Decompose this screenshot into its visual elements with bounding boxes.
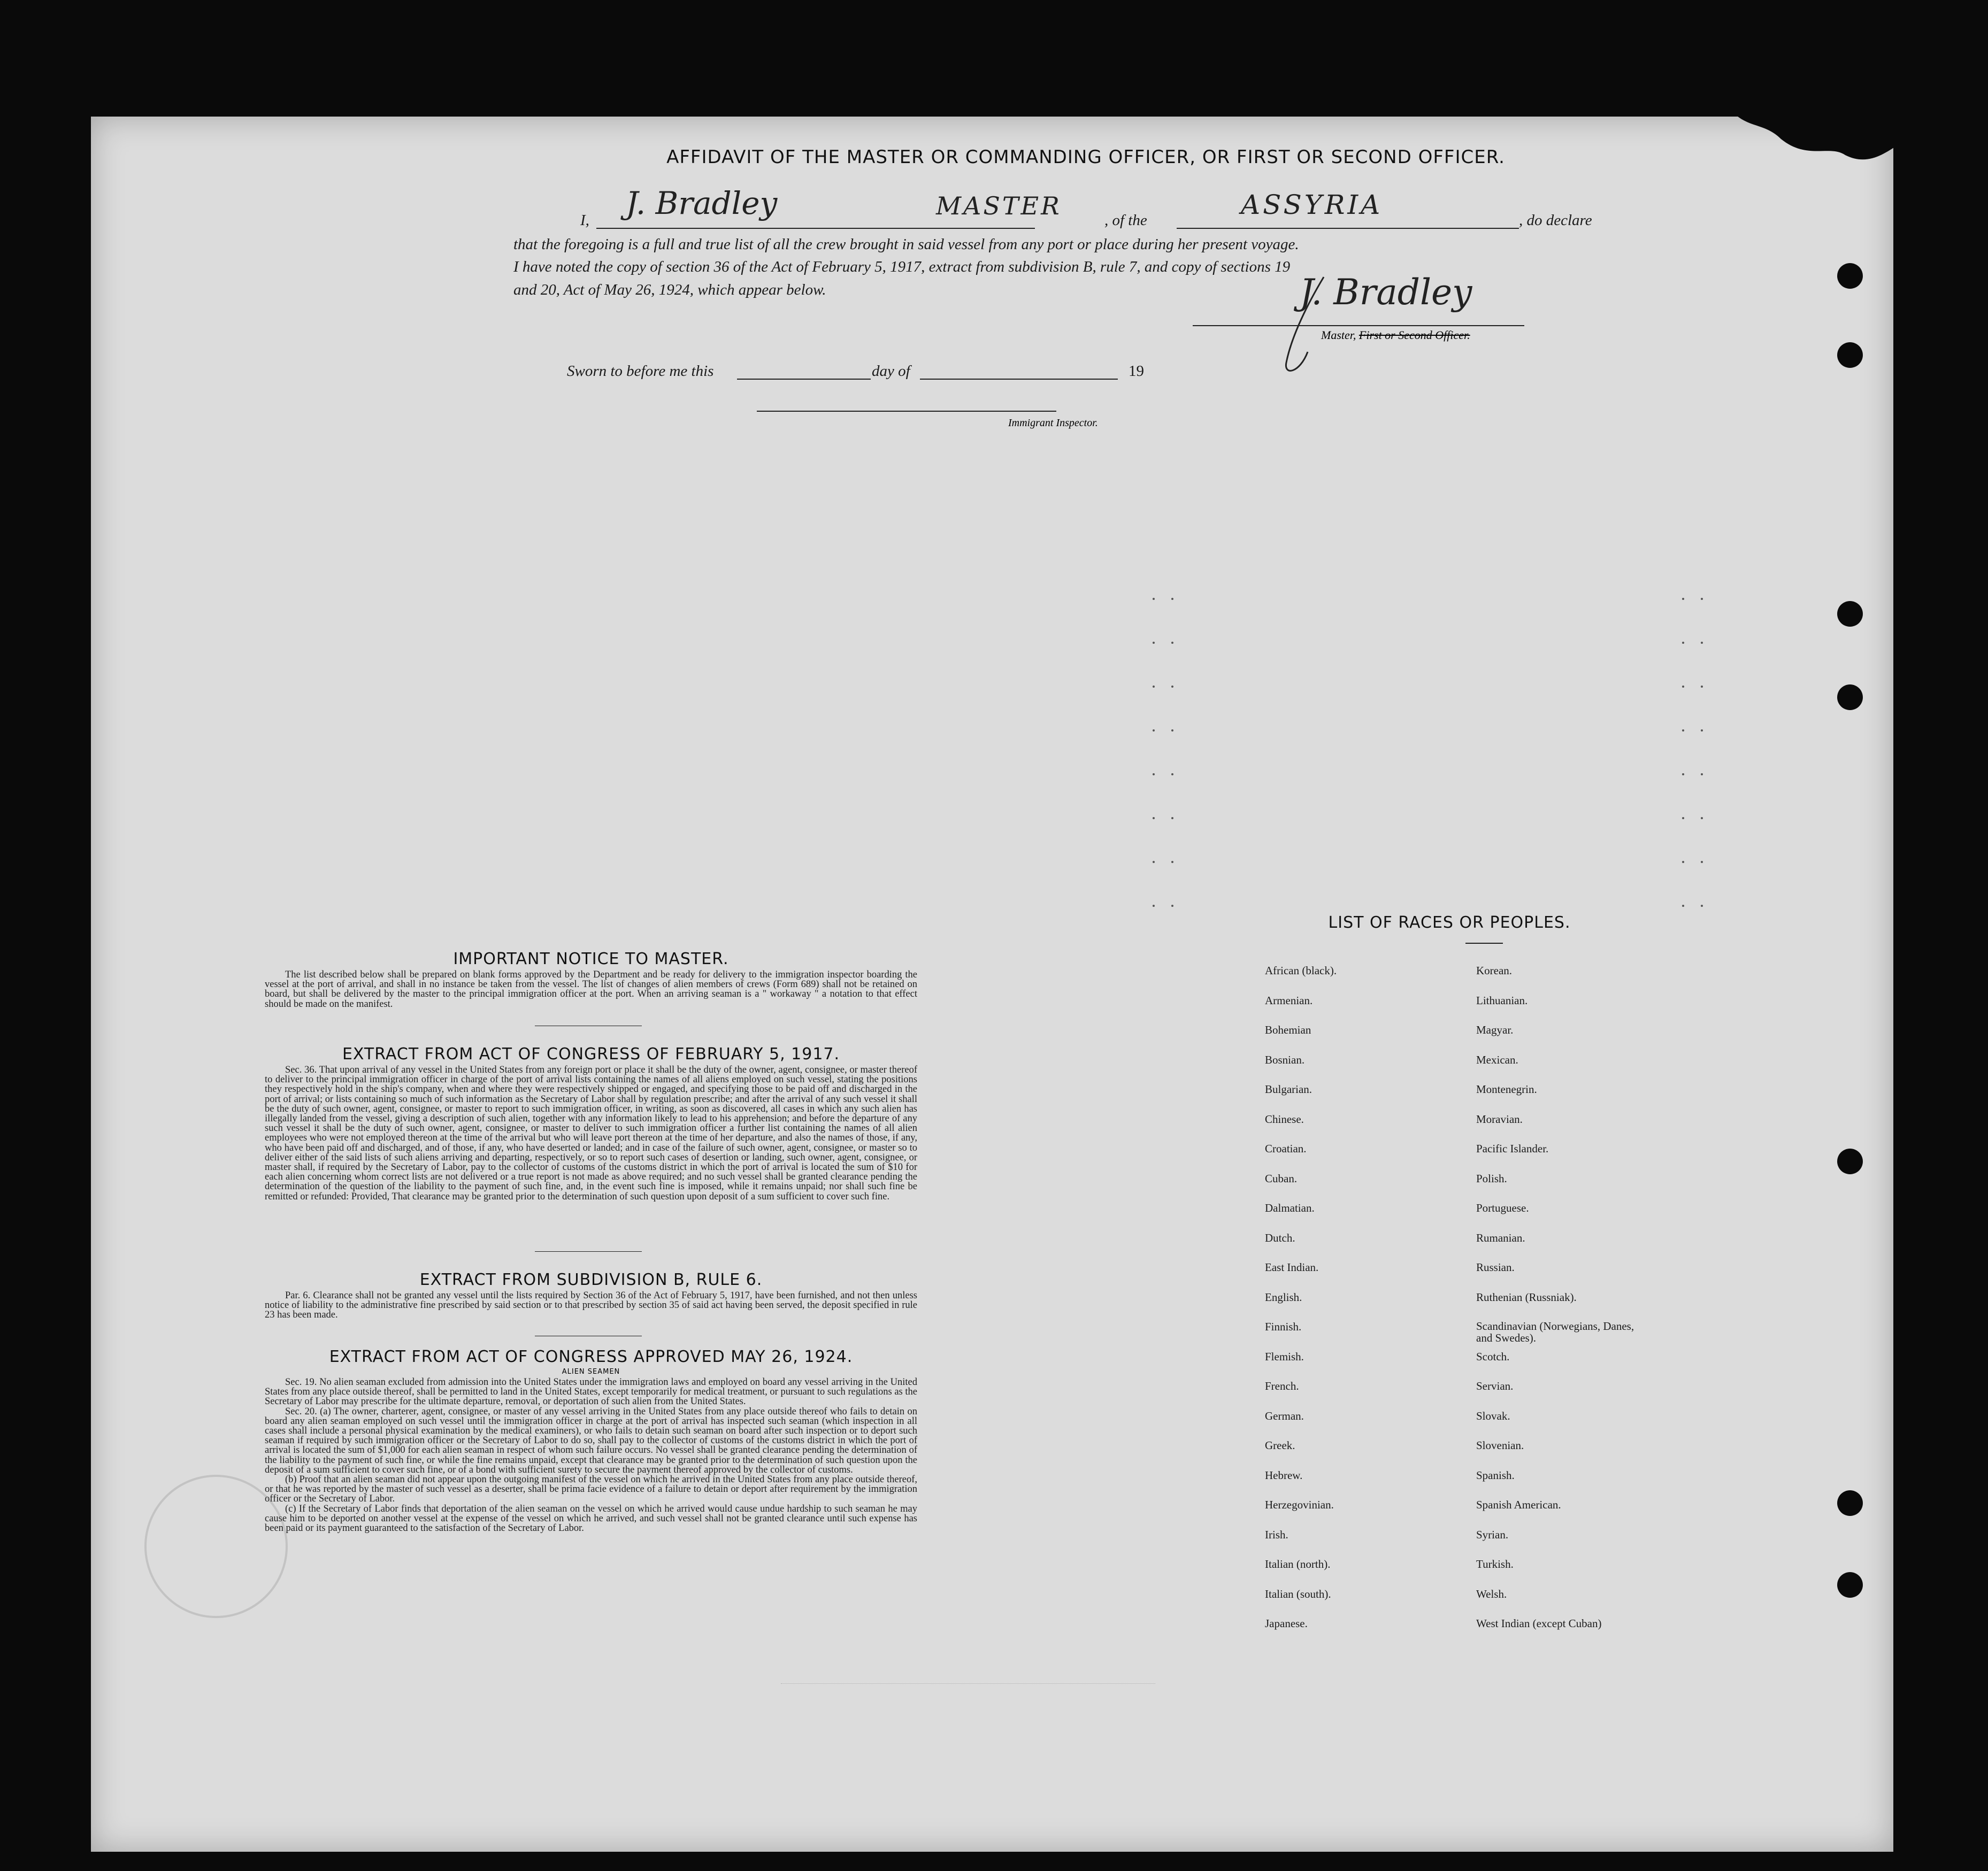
race-item: Moravian.: [1476, 1112, 1523, 1126]
race-item: English.: [1265, 1290, 1302, 1304]
extract1-text: [265, 1065, 917, 1202]
caption-master: Master,: [1321, 328, 1356, 342]
affidavit-line-2: that the foregoing is a full and true list of all the crew brought in said vessel from any port or place during her present voyage.: [513, 236, 1299, 253]
race-item: Chinese.: [1265, 1112, 1304, 1126]
torn-corner: [1669, 80, 1909, 187]
race-item: Rumanian.: [1476, 1231, 1525, 1244]
faint-dot: [1153, 861, 1155, 863]
notice-heading: IMPORTANT NOTICE TO MASTER.: [453, 950, 729, 968]
faint-dot: [1701, 598, 1703, 600]
inspector-caption: Immigrant Inspector.: [1008, 417, 1098, 429]
faint-dot: [1701, 729, 1703, 732]
rank-handwritten: MASTER: [936, 191, 1062, 220]
faint-dot: [1701, 817, 1703, 819]
race-item: Scandinavian (Norwegians, Danes, and Swedes).: [1476, 1320, 1634, 1344]
extract2-heading: EXTRACT FROM SUBDIVISION B, RULE 6.: [419, 1271, 763, 1289]
race-item: Scotch.: [1476, 1350, 1510, 1363]
races-heading: LIST OF RACES OR PEOPLES.: [1328, 913, 1571, 932]
sec20a-paragraph: Sec. 20. (a) The owner, charterer, agent, consignee, or master of any vessel arriving in the United States from any place outside thereof who fails to detain on board any alien seaman employed on such vessel until the immigration officer in charge at the port of arrival has inspected such seaman (which inspection in all cases shall include a personal physical examination by the medical examiners), or who fails to detain such seaman on board after such inspection or to deport such seaman if required by such immigration officer or the Secretary of Labor to do so, shall pay to the collector of customs of the customs district in which the port of arrival is located the sum of $1,000 for each alien seaman in respect of whom such failure occurs. No vessel shall be granted clearance pending the determination of the liability to the payment of such fine, or while the fine remains unpaid, except that clearance may be granted prior to the determination of such question upon the deposit of a sum sufficient to cover such fine, or of a bond with sufficient surety to secure the payment thereof approved by the collector of customs.: [265, 1406, 917, 1475]
divider-2: [535, 1251, 642, 1252]
vessel-name-handwritten: ASSYRIA: [1241, 189, 1383, 220]
race-item: Servian.: [1476, 1380, 1514, 1392]
signature-caption: [1321, 328, 1470, 342]
faint-dot: [1153, 598, 1155, 600]
faint-dot: [1171, 861, 1173, 863]
faint-dot: [1153, 817, 1155, 819]
master-name-handwritten: J. Bradley: [626, 185, 778, 221]
sworn-month-blank: [920, 379, 1118, 380]
race-item: Syrian.: [1476, 1528, 1509, 1541]
name-blank: [596, 228, 1035, 229]
faint-bottom-marks: [781, 1683, 1155, 1711]
race-item: Croatian.: [1265, 1142, 1307, 1155]
race-item: Irish.: [1265, 1528, 1288, 1541]
race-item: Italian (south).: [1265, 1587, 1331, 1600]
race-item: Montenegrin.: [1476, 1083, 1537, 1096]
punch-hole: [1837, 342, 1863, 368]
race-item: Slovenian.: [1476, 1439, 1524, 1452]
race-item: Flemish.: [1265, 1350, 1304, 1363]
race-item: East Indian.: [1265, 1261, 1319, 1274]
extract2-text: [265, 1291, 917, 1320]
race-item: Slovak.: [1476, 1409, 1510, 1422]
faint-dot: [1682, 686, 1684, 688]
race-item: Pacific Islander.: [1476, 1142, 1549, 1155]
faint-dot: [1682, 729, 1684, 732]
affidavit-of-the: , of the: [1104, 212, 1147, 229]
punch-hole: [1837, 1490, 1863, 1516]
race-item: Portuguese.: [1476, 1202, 1529, 1214]
race-item: Ruthenian (Russniak).: [1476, 1290, 1577, 1304]
race-item: Spanish.: [1476, 1468, 1515, 1482]
race-item: Mexican.: [1476, 1053, 1518, 1066]
race-item: Bosnian.: [1265, 1053, 1305, 1066]
race-item: Greek.: [1265, 1439, 1295, 1452]
race-item: African (black).: [1265, 964, 1337, 977]
race-item: West Indian (except Cuban): [1476, 1617, 1602, 1630]
faint-dot: [1171, 642, 1173, 644]
inspector-line: [757, 411, 1056, 412]
race-item: Russian.: [1476, 1261, 1515, 1274]
faint-dot: [1171, 905, 1173, 907]
race-item: Herzegovinian.: [1265, 1498, 1334, 1511]
race-item: Bulgarian.: [1265, 1083, 1312, 1096]
extract1-paragraph: Sec. 36. That upon arrival of any vessel in the United States from any foreign port or place it shall be the duty of the owner, agent, consignee, or master thereof to deliver to the principal immigration officer in charge of the port of arrival lists containing the names of all aliens employed on such vessel, stating the positions they respectively hold in the ship's company, when and where they were respectively shipped or engaged, and specifying those to be paid off and discharged in the port of arrival; or lists containing so much of such information as the Secretary of Labor shall by regulation prescribe; and after the arrival of any such vessel it shall be the duty of such owner, agent, consignee, or master to report to such immigration officer, in writing, as soon as discovered, all cases in which any such alien has illegally landed from the vessel, giving a description of such alien, together with any information likely to lead to his apprehension; and before the departure of any such vessel it shall be the duty of such owner, agent, consignee, or master to deliver to such immigration officer a further list containing the names of all alien employees who were not employed thereon at the time of the arrival but who will leave port thereon at the time of her departure, and also the names of those, if any, who have been paid off and discharged, and of those, if any, who have deserted or landed; and in case of the failure of such owner, agent, consignee, or master so to deliver either of the said lists of such aliens arriving and departing, respectively, or so to report such cases of desertion or landing, such owner, agent, consignee, or master shall, if required by the Secretary of Labor, pay to the collector of customs of the customs district in which the port of arrival is located the sum of $10 for each alien concerning whom correct lists are not delivered or a true report is not made as above required; and no such vessel shall be granted clearance pending the determination of the question of the liability to the payment of such fine, and, in the event such fine is imposed, while it remains unpaid; nor shall such fine be remitted or refunded: Provided, That clearance may be granted prior to the determination of such question upon deposit of a sum sufficient to cover such fine.: [265, 1065, 917, 1202]
faint-dot: [1682, 861, 1684, 863]
signature-line: [1193, 325, 1524, 326]
race-item: Japanese.: [1265, 1617, 1308, 1630]
sec20c-paragraph: (c) If the Secretary of Labor finds that deportation of the alien seaman on the vessel on which he arrived would cause undue hardship to such seaman he may cause him to be deported on another vessel at the expense of the vessel on which he arrived, and such vessel shall not be granted clearance until such expense has been paid or its payment guaranteed to the satisfaction of the Secretary of Labor.: [265, 1503, 917, 1534]
punch-hole: [1837, 263, 1863, 289]
affidavit-declare: , do declare: [1519, 212, 1592, 229]
faded-stamp: [144, 1475, 288, 1618]
sworn-day-blank: [737, 379, 871, 380]
race-item: Armenian.: [1265, 994, 1313, 1007]
faint-dot: [1701, 642, 1703, 644]
vessel-blank: [1177, 228, 1519, 229]
races-divider: [1465, 943, 1503, 944]
faint-dot: [1153, 773, 1155, 775]
extract3-heading: EXTRACT FROM ACT OF CONGRESS APPROVED MAY 26, 1924.: [329, 1348, 853, 1366]
faint-dot: [1701, 905, 1703, 907]
affidavit-line-4: and 20, Act of May 26, 1924, which appear below.: [513, 281, 826, 298]
day-of-label: day of: [872, 363, 910, 380]
faint-dot: [1153, 686, 1155, 688]
race-item: Dutch.: [1265, 1231, 1295, 1244]
race-item: Magyar.: [1476, 1023, 1514, 1036]
affidavit-i: I,: [580, 212, 589, 229]
extract2-paragraph: Par. 6. Clearance shall not be granted any vessel until the lists required by Section 36 of the Act of February 5, 1917, have been furnished, and not then unless notice of liability to the administrative fine prescribed by said section or to that prescribed by section 35 of said act having been served, the deposit specified in rule 23 has been made.: [265, 1290, 917, 1321]
caption-struck: First or Second Officer.: [1358, 328, 1470, 342]
faint-dot: [1171, 773, 1173, 775]
sec20b-paragraph: (b) Proof that an alien seaman did not appear upon the outgoing manifest of the vessel on which he arrived in the United States from any place outside thereof, or that he was reported by the master of such vessel as a deserter, shall be prima facie evidence of a failure to detain or deport after requirement by the immigration officer or the Secretary of Labor.: [265, 1474, 917, 1505]
faint-dot: [1153, 729, 1155, 732]
affidavit-title: AFFIDAVIT OF THE MASTER OR COMMANDING OFFICER, OR FIRST OR SECOND OFFICER.: [666, 147, 1505, 168]
sworn-label: Sworn to before me this: [567, 363, 714, 380]
faint-dot: [1701, 861, 1703, 863]
faint-dot: [1701, 686, 1703, 688]
faint-dot: [1682, 598, 1684, 600]
race-item: Finnish.: [1265, 1320, 1302, 1333]
faint-dot: [1682, 642, 1684, 644]
race-item: German.: [1265, 1409, 1304, 1422]
race-item: Cuban.: [1265, 1172, 1298, 1185]
sec19-paragraph: Sec. 19. No alien seaman excluded from admission into the United States under the immigration laws and employed on board any vessel arriving in the United States from any place outside thereof, shall be permitted to land in the United States, except temporarily for medical treatment, or pursuant to such regulations as the Secretary of Labor may prescribe for the ultimate departure, removal, or deportation of such alien from the United States.: [265, 1377, 917, 1407]
faint-dot: [1171, 598, 1173, 600]
race-item: Bohemian: [1265, 1023, 1311, 1036]
extract3-subheading: ALIEN SEAMEN: [562, 1368, 620, 1376]
punch-hole: [1837, 601, 1863, 627]
race-item: Korean.: [1476, 964, 1513, 977]
faint-dot: [1153, 642, 1155, 644]
faint-dot: [1682, 773, 1684, 775]
race-item: Welsh.: [1476, 1587, 1507, 1600]
race-item: Spanish American.: [1476, 1498, 1561, 1511]
race-item: Italian (north).: [1265, 1558, 1331, 1570]
punch-hole: [1837, 1572, 1863, 1598]
extract1-heading: EXTRACT FROM ACT OF CONGRESS OF FEBRUARY 5, 1917.: [342, 1045, 840, 1064]
race-item: French.: [1265, 1380, 1299, 1392]
faint-dot: [1171, 729, 1173, 732]
race-item: Polish.: [1476, 1172, 1507, 1185]
faint-dot: [1682, 817, 1684, 819]
race-item: Turkish.: [1476, 1558, 1514, 1570]
punch-hole: [1837, 684, 1863, 710]
notice-paragraph: The list described below shall be prepared on blank forms approved by the Department and be ready for delivery to the immigration inspector boarding the vessel at the port of arrival, and shall in no instance be taken from the vessel. The list of changes of alien members of crews (Form 689) shall not be retained on board, but shall be delivered by the master to the principal immigration officer at the port. When an arriving seaman is a " workaway " a notation to that effect should be made on the manifest.: [265, 969, 917, 1010]
faint-dot: [1153, 905, 1155, 907]
punch-hole: [1837, 1149, 1863, 1174]
sworn-year: 19: [1129, 363, 1144, 380]
extract3-text: [265, 1377, 917, 1533]
notice-text: [265, 970, 917, 1009]
faint-dot: [1171, 817, 1173, 819]
race-item: Lithuanian.: [1476, 994, 1528, 1007]
affidavit-line-3: I have noted the copy of section 36 of the Act of February 5, 1917, extract from subdivision B, rule 7, and copy of sections 19: [513, 258, 1291, 275]
document-page: [91, 117, 1893, 1852]
signature-handwritten: J. Bradley: [1300, 272, 1472, 313]
faint-dot: [1701, 773, 1703, 775]
faint-dot: [1171, 686, 1173, 688]
faint-dot: [1682, 905, 1684, 907]
race-item: Dalmatian.: [1265, 1202, 1315, 1214]
race-item: Hebrew.: [1265, 1468, 1303, 1482]
